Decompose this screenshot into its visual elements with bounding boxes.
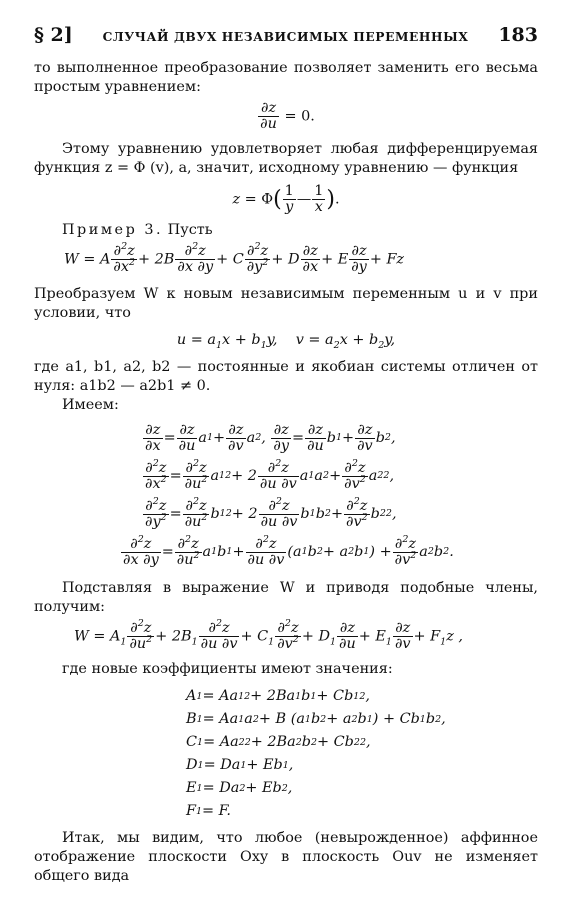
equation-W-definition: W = A $\frac{\partial^2z}{\partial x^2}$ + 2B $\frac{\partial^2z}{\partial x \partial y}$ + C $\frac{\partial^2z}{\partial y^2}$ + D $\frac{\partial z}{\partial x}$ + E $\frac{\partial z}{\partial y}$ + Fz <box>64 241 405 275</box>
equation-uv-substitution: $u = a_1x + b_1y$, $v = a_2x + b_2y$, <box>176 332 396 351</box>
coef-A1: A 1 = Aa 1 2 + 2Ba 1 b 1 + Cb 1 2 , <box>186 688 370 704</box>
paragraph-2: Этому уравнению удовлетворяет любая дифференцируемая функция z = Φ (v), а, значит, исходному уравнению — функция <box>34 141 538 176</box>
paragraph-5: Имеем: <box>62 397 119 413</box>
paragraph-6: Подставляя в выражение W и приводя подобные члены, получим: <box>34 580 538 615</box>
equation-dz-du-zero: $\frac{\partial z}{\partial u}$ = 0. <box>260 100 315 132</box>
running-title: СЛУЧАЙ ДВУХ НЕЗАВИСИМЫХ ПЕРЕМЕННЫХ <box>102 30 469 44</box>
equation-z-phi: z = Φ( $\frac{1}{y}$ — $\frac{1}{x}$ ). <box>232 183 340 215</box>
coef-F1: F 1 = F. <box>186 803 231 819</box>
coefficient-system <box>186 685 538 823</box>
coef-C1: C 1 = Aa 2 2 + 2Ba 2 b 2 + Cb 2 2 , <box>186 734 371 750</box>
example-label: Пример 3. <box>62 222 164 238</box>
paragraph-8: Итак, мы видим, что любое (невырожденное) аффинное отображение плоскости Oxy в плоскость Ouv не изменяет общего вида <box>34 830 538 884</box>
coef-D1: D 1 = Da 1 + Eb 1 , <box>186 757 294 773</box>
eq-first-derivatives: $\frac{\partial z}{\partial x}$ = $\frac{\partial z}{\partial u}$ a 1 + $\frac{\partial z}{\partial v}$ a 2 , $\frac{\partial z}{\partial y}$ = $\frac{\partial z}{\partial u}$ b 1 + $\frac{\partial z}{\partial v}$ b 2 , <box>145 421 396 454</box>
equation-W-transformed: $W = A_1$ $\frac{\partial^2z}{\partial u^2}$ + $2B_1$ $\frac{\partial^2z}{\partial u \partial v}$ + $C_1$ $\frac{\partial^2z}{\partial v^2}$ + $D_1$ $\frac{\partial z}{\partial u}$ + $E_1$ $\frac{\partial z}{\partial v}$ + $F_1z$ , <box>74 618 463 652</box>
paragraph-7: где новые коэффициенты имеют значения: <box>62 661 393 677</box>
paragraph-3: Преобразуем W к новым независимым переменным u и v при условии, что <box>34 286 538 321</box>
eq-second-derivative-xx: $\frac{\partial^2z}{\partial x^2}$ = $\frac{\partial^2z}{\partial u^2}$ a 1 2 + 2 $\frac{\partial^2z}{\partial u \partial v}$ a 1 a 2 + $\frac{\partial^2z}{\partial v^2}$ a 2 2 , <box>145 457 395 492</box>
section-marker: § 2] <box>34 24 73 46</box>
example-let: Пусть <box>167 222 213 238</box>
running-header <box>34 26 538 47</box>
coef-E1: E 1 = Da 2 + Eb 2 , <box>186 780 293 796</box>
page-number: 183 <box>498 24 538 46</box>
eq-second-derivative-xy: $\frac{\partial^2z}{\partial x \partial y}$ = $\frac{\partial^2z}{\partial u^2}$ a 1 b 1 + $\frac{\partial^2z}{\partial u \partial v}$ (a 1 b 2 + a 2 b 1 ) + $\frac{\partial^2z}{\partial v^2}$ a 2 b 2 . <box>123 533 454 568</box>
eq-second-derivative-yy: $\frac{\partial^2z}{\partial y^2}$ = $\frac{\partial^2z}{\partial u^2}$ b 1 2 + 2 $\frac{\partial^2z}{\partial u \partial v}$ b 1 b 2 + $\frac{\partial^2z}{\partial v^2}$ b 2 2 , <box>145 495 397 530</box>
example-3-intro <box>34 221 538 240</box>
coef-B1: B 1 = Aa 1 a 2 + B (a 1 b 2 + a 2 b 1 ) + Cb 1 b 2 , <box>186 711 446 727</box>
derivative-equations <box>123 419 538 571</box>
paragraph-1: то выполненное преобразование позволяет заменить его весьма простым уравнением: <box>34 60 538 95</box>
paragraph-4: где a1, b1, a2, b2 — постоянные и якобиан системы отличен от нуля: a1b2 — a2b1 ≠ 0. <box>34 359 538 394</box>
